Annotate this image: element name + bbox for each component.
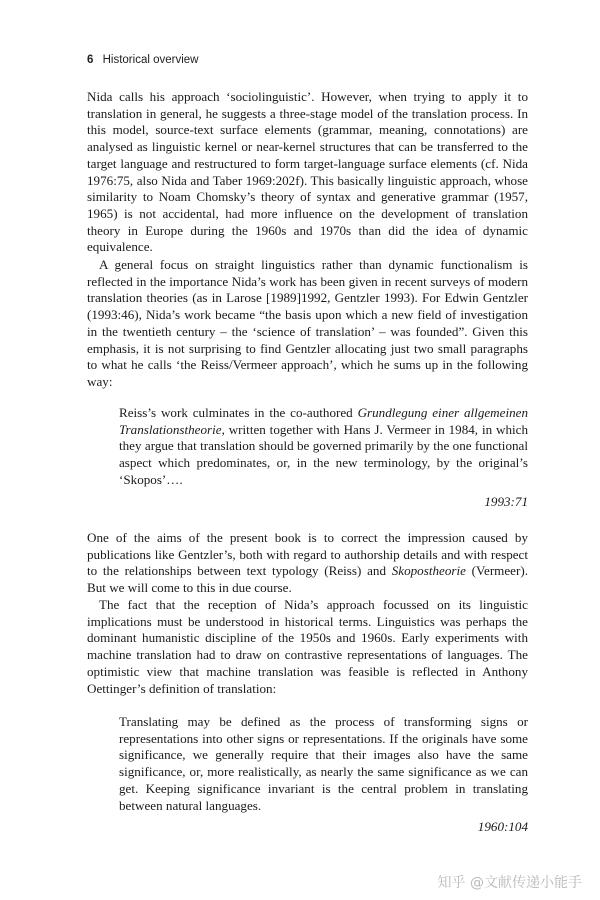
watermark: 知乎 @文献传递小能手 bbox=[437, 875, 582, 891]
quote-book-title: Grundlegung einer allgemeinen Translationstheorie, bbox=[119, 405, 528, 437]
paragraph-3 bbox=[87, 530, 528, 597]
quote-citation-oettinger: 1960:104 bbox=[477, 819, 528, 834]
block-quote-gentzler bbox=[119, 405, 528, 489]
page-number: 6 bbox=[87, 54, 94, 66]
quote-text: written together with Hans J. Vermeer in 1984, in which they argue that translation should be governed primarily by the one functional aspect which predominates, or, in the new terminology, by the original’s ‘Skopos’…. bbox=[119, 421, 528, 487]
paragraph-1: Nida calls his approach ‘sociolinguistic’. However, when trying to apply it to translation in general, he suggests a three-stage model of the translation process. In this model, source-text surface elements (grammar, meaning, connotations) are analysed as linguistic kernel or near-kernel structures that can be transferred to the target language and restructured to form target-language surface elements (cf. Nida 1976:75, also Nida and Taber 1969:202f). This basically linguistic approach, whose similarity to Noam Chomsky’s theory of syntax and generative grammar (1957, 1965) is not accidental, had more influence on the development of translation theory in Europe during the 1960s and 1970s than did the idea of dynamic equivalence. bbox=[87, 89, 528, 255]
italic-term: Skopostheorie bbox=[391, 563, 466, 579]
quote-text: Reiss’s work culminates in the co-authored bbox=[119, 405, 358, 420]
paragraph-text: (Vermeer). But we will come to this in due course. bbox=[87, 563, 528, 596]
block-quote-oettinger: Translating may be defined as the process of transforming signs or representations into other signs or representations. If the originals have some significance, we generally require that their images also have the same significance, or, more realistically, as nearly the same significance as we can get. Keeping significance invariant is the central problem in translating between natural languages. bbox=[119, 714, 528, 813]
paragraph-2: A general focus on straight linguistics rather than dynamic functionalism is reflected in the importance Nida’s work has been given in recent surveys of modern translation theories (as in Larose [1989]1992, Gentzler 1993). For Edwin Gentzler (1993:46), Nida’s work became “the basis upon which a new field of investigation in the twentieth century – the ‘science of translation’ – was founded”. Given this emphasis, it is not surprising to find Gentzler allocating just two small paragraphs to what he calls ‘the Reiss/Vermeer approach’, which he sums up in the following way: bbox=[87, 257, 528, 389]
running-title: Historical overview bbox=[102, 54, 199, 66]
paragraph-text: One of the aims of the present book is to correct the impression caused by publications like Gentzler’s, both with regard to authorship details and with respect to the relationships between text typology (Reiss) and bbox=[87, 530, 528, 579]
paragraph-4: The fact that the reception of Nida’s approach focussed on its linguistic implications must be understood in historical terms. Linguistics was perhaps the dominant humanistic discipline of the 1950s and 1960s. Early experiments with machine translation had to draw on contrastive representations of languages. The optimistic view that machine translation was feasible is reflected in Anthony Oettinger’s definition of translation: bbox=[87, 597, 528, 696]
running-header bbox=[87, 54, 198, 66]
quote-citation-gentzler: 1993:71 bbox=[484, 494, 528, 509]
